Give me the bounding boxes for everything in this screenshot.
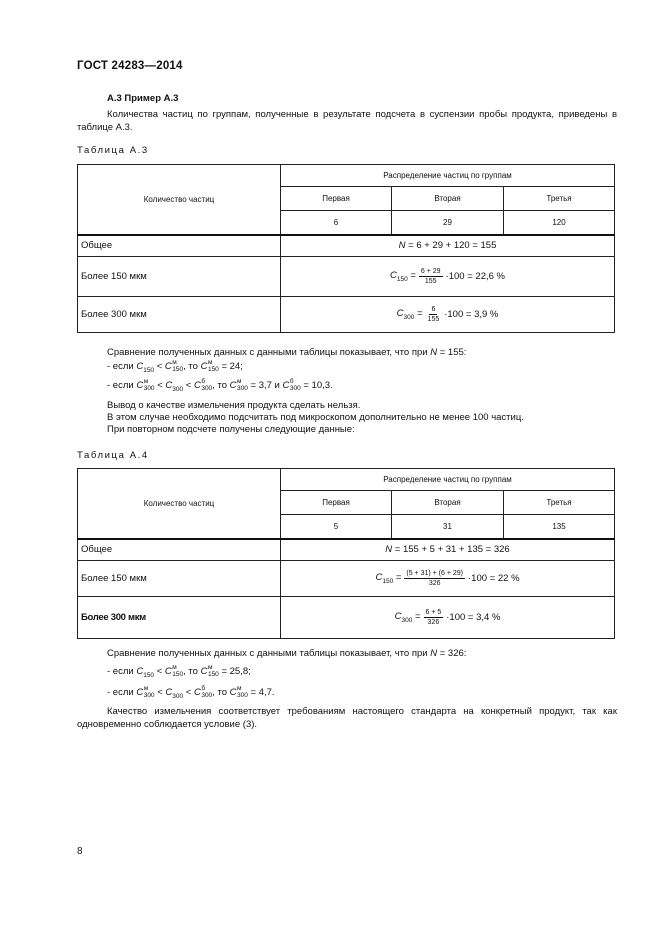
table-a4-count-1: 5 [281, 515, 392, 539]
table-a4-row-300-label: Более 300 мкм [78, 597, 281, 639]
table-a3-row-150-formula: $C_{150}$ = $\frac{6 + 29}{155}$ ·100 = 22,6 % [281, 257, 615, 297]
compare2-line1: - если $C_{150} < C$ м 150 , то C м 150 = 25,8; [107, 664, 251, 679]
table-a3-row-150-label: Более 150 мкм [78, 257, 281, 297]
table-a4-row-150-label: Более 150 мкм [78, 561, 281, 597]
table-a4 [77, 468, 615, 639]
table-a3-group-2: Вторая [392, 187, 504, 211]
final-paragraph: Качество измельчения соответствует требованиям настоящего стандарта на конкретный продукт, так как одновременно соблюдается условие (3). [77, 706, 617, 730]
table-a4-count-2: 31 [392, 515, 504, 539]
compare1-line2: - если C м 300 < $C_{300} < C$ б 300 , то C м 300 = 3,7 и C б 300 = 10,3. [107, 378, 333, 393]
table-a3-group-header: Распределение частиц по группам [281, 165, 615, 187]
document-header: ГОСТ 24283—2014 [77, 60, 183, 72]
table-a3 [77, 164, 615, 333]
table-a3-col-label: Количество частиц [78, 165, 281, 235]
table-a4-group-2: Вторая [392, 491, 504, 515]
table-a4-row-300-formula: $C_{300}$ = $\frac{6 + 5}{326}$ ·100 = 3,4 % [281, 597, 615, 639]
compare1-note1: В этом случае необходимо подсчитать под микроскопом дополнительно не менее 100 частиц. [107, 412, 524, 423]
table-a4-col-label: Количество частиц [78, 469, 281, 539]
compare2-intro: Сравнение полученных данных с данными таблицы показывает, что при N = 326: [107, 648, 467, 659]
table-a4-row-150-formula: $C_{150}$ = $\frac{(5 + 31) + (6 + 29)}{326}$ ·100 = 22 % [281, 561, 615, 597]
compare2-line2: - если C м 300 < $C_{300} < C$ б 300 , то C м 300 = 4,7. [107, 685, 275, 700]
table-a4-group-3: Третья [504, 491, 615, 515]
table-a3-group-1: Первая [281, 187, 392, 211]
table-a3-count-2: 29 [392, 211, 504, 235]
table-a4-group-1: Первая [281, 491, 392, 515]
page-number: 8 [77, 846, 83, 857]
table-a3-row-300-label: Более 300 мкм [78, 297, 281, 333]
table-a3-caption: Таблица А.3 [77, 145, 149, 156]
table-a4-row-total-label: Общее [78, 539, 281, 561]
table-a3-group-3: Третья [504, 187, 615, 211]
table-a3-row-300-formula: $C_{300}$ = $\frac{6}{155}$ ·100 = 3,9 % [281, 297, 615, 333]
compare1-conclusion: Вывод о качестве измельчения продукта сделать нельзя. [107, 400, 361, 411]
intro-paragraph: Количества частиц по группам, полученные в результате подсчета в суспензии пробы продукта, приведены в таблице А.3. [77, 109, 617, 133]
table-a4-row-total-formula: N = 155 + 5 + 31 + 135 = 326 [281, 539, 615, 561]
table-a4-count-3: 135 [504, 515, 615, 539]
table-a3-count-3: 120 [504, 211, 615, 235]
compare1-intro: Сравнение полученных данных с данными таблицы показывает, что при N = 155: [107, 347, 467, 358]
table-a3-row-total-label: Общее [78, 235, 281, 257]
table-a3-count-1: 6 [281, 211, 392, 235]
table-a3-row-total-formula: N = 6 + 29 + 120 = 155 [281, 235, 615, 257]
table-a4-group-header: Распределение частиц по группам [281, 469, 615, 491]
table-a4-caption: Таблица А.4 [77, 450, 149, 461]
compare1-note2: При повторном подсчете получены следующие данные: [107, 424, 355, 435]
compare1-line1: - если $C_{150} < C$ м 150 , то C м 150 = 24; [107, 359, 243, 374]
section-title: А.3 Пример А.3 [107, 93, 179, 104]
